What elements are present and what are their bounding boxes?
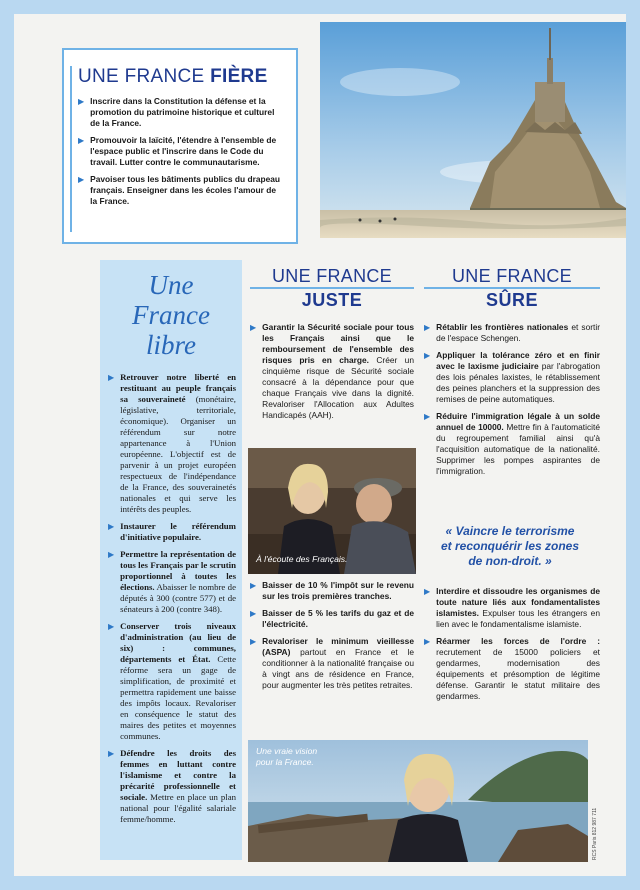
list-item: ▶ Interdire et dissoudre les organismes de toute nature liés aux fondamentalistes islamistes. Expulser tous les étrangers en lien avec le fondamentalisme islamiste. bbox=[424, 586, 600, 629]
triangle-bullet-icon: ▶ bbox=[108, 749, 115, 758]
france-libre-list bbox=[100, 372, 242, 825]
rcs-side-text: RCS Paris 812 987 711 bbox=[592, 807, 598, 860]
france-fiere-title: UNE FRANCE FIÈRE bbox=[78, 66, 268, 87]
list-item: ▶ Appliquer la tolérance zéro et en finir avec le laxisme judiciaire par l'abrogation des lois pénales laxistes, le rétablissement des peines planchers et la suppression des remises de peine automatiques. bbox=[424, 350, 600, 404]
coastal-photo-caption: Une vraie vision pour la France. bbox=[256, 746, 318, 767]
coastal-portrait-photo bbox=[248, 740, 588, 862]
triangle-bullet-icon: ▶ bbox=[78, 136, 85, 145]
list-item: ▶ Inscrire dans la Constitution la défense et la promotion du patrimoine historique et culturel de la France. bbox=[78, 96, 275, 128]
list-item: ▶ Revaloriser le minimum vieillesse (ASPA) partout en France et le conditionner à la nationalité française ou à vingt ans de résidence en France, pour augmenter les très petites retraites. bbox=[250, 636, 414, 690]
triangle-bullet-icon: ▶ bbox=[108, 550, 115, 559]
france-juste-list-top bbox=[250, 322, 414, 427]
list-item: ▶ Pavoiser tous les bâtiments publics du drapeau français. Enseigner dans les écoles l'amour de la France. bbox=[78, 174, 281, 206]
triangle-bullet-icon: ▶ bbox=[108, 622, 115, 631]
list-item: ▶ Instaurer le référendum d'initiative populaire. bbox=[108, 521, 236, 542]
triangle-bullet-icon: ▶ bbox=[424, 587, 431, 596]
triangle-bullet-icon: ▶ bbox=[250, 323, 257, 332]
listening-photo bbox=[248, 448, 416, 574]
list-item: ▶ Rétablir les frontières nationales et sortir de l'espace Schengen. bbox=[424, 322, 601, 343]
list-item: ▶ Réarmer les forces de l'ordre : recrutement de 15000 policiers et gendarmes, modernisation des équipements et présomption de légitime défense. Garantir le statut militaire des gendarmes. bbox=[424, 636, 600, 701]
triangle-bullet-icon: ▶ bbox=[250, 609, 257, 618]
france-fiere-list bbox=[72, 96, 290, 207]
mont-saint-michel-photo bbox=[320, 22, 626, 238]
france-sure-list-top bbox=[424, 322, 600, 483]
france-juste-list-bottom bbox=[250, 580, 414, 697]
list-item: ▶ Réduire l'immigration légale à un solde annuel de 10000. Mettre fin à l'automaticité du regroupement familial ainsi qu'à l'acquisition automatique de la nationalité. Supprimer les pompes aspirantes de l'immigration. bbox=[424, 411, 600, 476]
france-fiere-box bbox=[62, 48, 298, 244]
triangle-bullet-icon: ▶ bbox=[108, 522, 115, 531]
listening-photo-caption: À l'écoute des Français. bbox=[256, 554, 348, 564]
list-item: ▶ Baisser de 10 % l'impôt sur le revenu sur les trois premières tranches. bbox=[250, 580, 414, 601]
triangle-bullet-icon: ▶ bbox=[250, 637, 257, 646]
triangle-bullet-icon: ▶ bbox=[424, 637, 431, 646]
triangle-bullet-icon: ▶ bbox=[424, 412, 431, 421]
list-item: ▶ Garantir la Sécurité sociale pour tous les Français ainsi que le remboursement de l'ensemble des risques pris en charge. Créer un cinquième risque de Sécurité sociale consacré à la dépendance pour que chaque Français vive dans la dignité. Revaloriser l'Allocation aux Adultes Handicapés (AAH). bbox=[250, 322, 414, 420]
triangle-bullet-icon: ▶ bbox=[78, 97, 85, 106]
triangle-bullet-icon: ▶ bbox=[250, 581, 257, 590]
list-item: ▶ Retrouver notre liberté en restituant au peuple français sa souveraineté (monétaire, législative, territoriale, économique). Organiser un référendum sur notre appartenance à l'Union européenne. L'objectif est de parvenir à un projet européen respectueux de l'indépendance de la France, des souverainetés nationales et qui serve les intérêts des peuples. bbox=[108, 372, 237, 514]
france-sure-list-bottom bbox=[424, 586, 600, 708]
list-item: ▶ Permettre la représentation de tous les Français par le scrutin proportionnel à toutes les élections. Abaisser le nombre de députés à 300 (contre 577) et de sénateurs à 200 (contre 348). bbox=[108, 549, 236, 614]
list-item: ▶ Défendre les droits des femmes en luttant contre l'islamisme et contre la précarité professionnelle et sociale. Mettre en place un plan national pour l'égalité salariale femme/homme. bbox=[108, 748, 236, 824]
triangle-bullet-icon: ▶ bbox=[424, 323, 431, 332]
france-sure-heading: UNE FRANCE SÛRE bbox=[424, 266, 600, 310]
france-libre-column bbox=[100, 260, 242, 860]
triangle-bullet-icon: ▶ bbox=[108, 373, 115, 382]
pull-quote: « Vaincre le terrorisme et reconquérir les zones de non-droit. » bbox=[440, 524, 580, 568]
list-item: ▶ Baisser de 5 % les tarifs du gaz et de l'électricité. bbox=[250, 608, 414, 629]
list-item: ▶ Conserver trois niveaux d'administration (au lieu de six) : communes, départements et État. Cette réforme sera un gage de simplification, de proximité et permettra rapidement une baisse des impôts locaux. Revaloriser en conséquence le statut des maires des petites et moyennes communes. bbox=[108, 621, 236, 741]
triangle-bullet-icon: ▶ bbox=[424, 351, 431, 360]
triangle-bullet-icon: ▶ bbox=[78, 175, 85, 184]
list-item: ▶ Promouvoir la laïcité, l'étendre à l'ensemble de l'espace public et l'inscrire dans le Code du travail. Lutter contre le communautarisme. bbox=[78, 135, 277, 167]
france-juste-heading: UNE FRANCE JUSTE bbox=[250, 266, 414, 310]
france-libre-title: Une France libre bbox=[132, 270, 210, 360]
